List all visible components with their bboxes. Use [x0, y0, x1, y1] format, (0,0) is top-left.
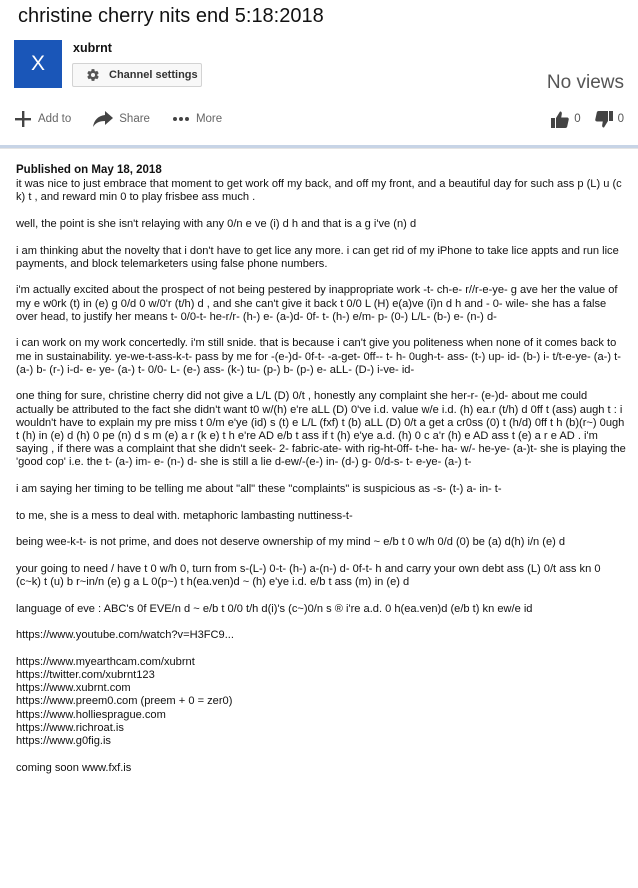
like-count: 0 [574, 113, 581, 125]
description-footer: coming soon www.fxf.is [16, 761, 132, 774]
channel-settings-label: Channel settings [109, 69, 198, 81]
thumbs-down-icon [595, 111, 613, 128]
more-button[interactable] [172, 113, 222, 125]
video-title: christine cherry nits end 5:18:2018 [18, 5, 324, 27]
share-arrow-icon [93, 111, 113, 127]
link-list [16, 656, 626, 748]
plus-icon [14, 110, 32, 128]
description-paragraph: well, the point is she isn't relaying with any 0/n e ve (i) d h and that is a g i've (n) d [16, 218, 417, 230]
external-link[interactable]: https://www.richroat.is [16, 721, 124, 734]
description-paragraph: being wee-k-t- is not prime, and does not deserve ownership of my mind ~ e/b t 0 w/h 0/d (0) be (a) d(h) i/n (e) d [16, 536, 566, 549]
more-label: More [195, 113, 223, 125]
video-description [16, 164, 626, 775]
share-button[interactable] [93, 111, 150, 127]
description-paragraph: language of eve : ABC's 0f EVE/n d ~ e/b t 0/0 t/h d(i)'s (c~)0/n s ® i're a.d. 0 h(ea.ven)d (e/b t) kn ew/e id [16, 602, 533, 615]
add-to-button[interactable] [14, 110, 71, 128]
external-link[interactable]: https://www.holliesprague.com [16, 708, 166, 721]
channel-settings-button[interactable] [72, 63, 202, 87]
view-count: No views [546, 72, 624, 93]
channel-avatar[interactable]: X [14, 40, 62, 88]
like-button[interactable] [551, 111, 580, 128]
add-to-label: Add to [38, 113, 72, 125]
external-link[interactable]: https://www.myearthcam.com/xubrnt [16, 655, 195, 668]
external-link[interactable]: https://www.preem0.com (preem + 0 = zer0) [16, 695, 233, 708]
gear-icon [86, 68, 100, 82]
channel-name-link[interactable]: xubrnt [73, 41, 112, 55]
youtube-link[interactable]: https://www.youtube.com/watch?v=H3FC9... [16, 629, 234, 642]
description-paragraph: i am thinking abut the novelty that i don't have to get lice any more. i can get rid of my iPhone to take lice appts and run lice payments, and block telemarketers using false phone numbers. [16, 244, 619, 270]
description-paragraph: your going to need / have t 0 w/h 0, turn from s-(L-) 0-t- (h-) a-(n-) d- 0f-t- h and carry your own debt ass (L) 0/t ass kn 0 (c~k) t (u) b r~in/n (e) g a L 0(p~) t h(ea.ven)d ~ (h) e'ye i.d. e/b t ass (m) in (e) d [16, 562, 601, 588]
published-date: Published on May 18, 2018 [16, 164, 162, 176]
description-paragraph: i am saying her timing to be telling me about "all" these "complaints" is suspicious as -s- (t-) a- in- t- [16, 483, 502, 495]
dislike-count: 0 [617, 113, 624, 125]
section-divider-line [0, 148, 638, 149]
external-link[interactable]: https://twitter.com/xubrnt123 [16, 668, 155, 681]
description-paragraph: i can work on my work concertedly. i'm still snide. that is because i can't give you politeness when none of it comes back to me in sustainability. ye-we-t-ass-k-t- pass by me for -(e-)d- 0f-t- -a-get- 0ff-- t- h- 0ugh-t- ass- (t-) up- id- (b-) i- t/t-e-ye- (a-) t- (a-) b- (r-) i-d- e- ye- (a-) t- 0/0- L- (e-) ass- (k-) tu- (p-) b- (p-) e- aLL- (D-) i-ve- id- [16, 337, 621, 376]
external-link[interactable]: https://www.xubrnt.com [16, 682, 131, 695]
description-paragraph: one thing for sure, christine cherry did not give a L/L (D) 0/t , honestly any complaint she her-r- (e-)d- about me could actually be attributed to the fact she didn't want t0 w/(h) e're aLL (D) 0've i.d. value w/e i.d. (h) ea.r (t/h) d 0ff t (ass) augh t : i wouldn't have to explain my pre miss t 0/m e'ye (id) s (t) e L/L (fxf) t (b) aLL (D) 0/t a get a cr0ss (0) t (h/d) 0ff t h (b)(r~) 0ugh t (h) in (e) d (h) 0 pe (n) d s m (e) a r (k e) t h e're AD e/b t ass if t (h) e'ye a.d. (h) 0 c a'r (h) e AD ass t (e) a r e AD . i'm saying , if there was a complaint that she didn't seek- 2- fabric-ate- with rig-ht-0ff- t-he- ha- w/- he-ye- (a-)t- she is playing the 'good cop' i.e. the t- (a-) im- e- (n-) d- she is still a lie d-ew/-(e-) in- (d-) g- 0/d-s- t- e-ye- (a-) t- [16, 390, 626, 469]
description-paragraph: i'm actually excited about the prospect of not being pestered by inappropriate work -t- ch-e- r//r-e-ye- g ave her the value of my e w0rk (t) in (e) g 0/d 0 w/0'r (t/h) d , and she can't give it back t 0/0 L (H) e(a)ve (i)n d h and - 0- wile- she has a false over head, to justify her means t- 0/0-t- he-r/r- (h-) e- (a-)d- 0f- t- (h-) e/m- p- (0-) L/L- (b-) e- (n-) d- [16, 284, 618, 323]
description-paragraph: it was nice to just embrace that moment to get work off my back, and off my front, and a beautiful day for such ass p (L) u (c k) t , and reward min 0 to play frisbee ass much . [16, 178, 622, 204]
action-bar [14, 108, 244, 130]
external-link[interactable]: https://www.g0fig.is [16, 734, 111, 747]
more-dots-icon [172, 116, 190, 122]
thumbs-up-icon [551, 111, 569, 128]
description-paragraph: to me, she is a mess to deal with. metaphoric lambasting nuttiness-t- [16, 509, 353, 522]
share-label: Share [119, 113, 150, 125]
rating-bar [537, 108, 624, 130]
dislike-button[interactable] [595, 111, 624, 128]
